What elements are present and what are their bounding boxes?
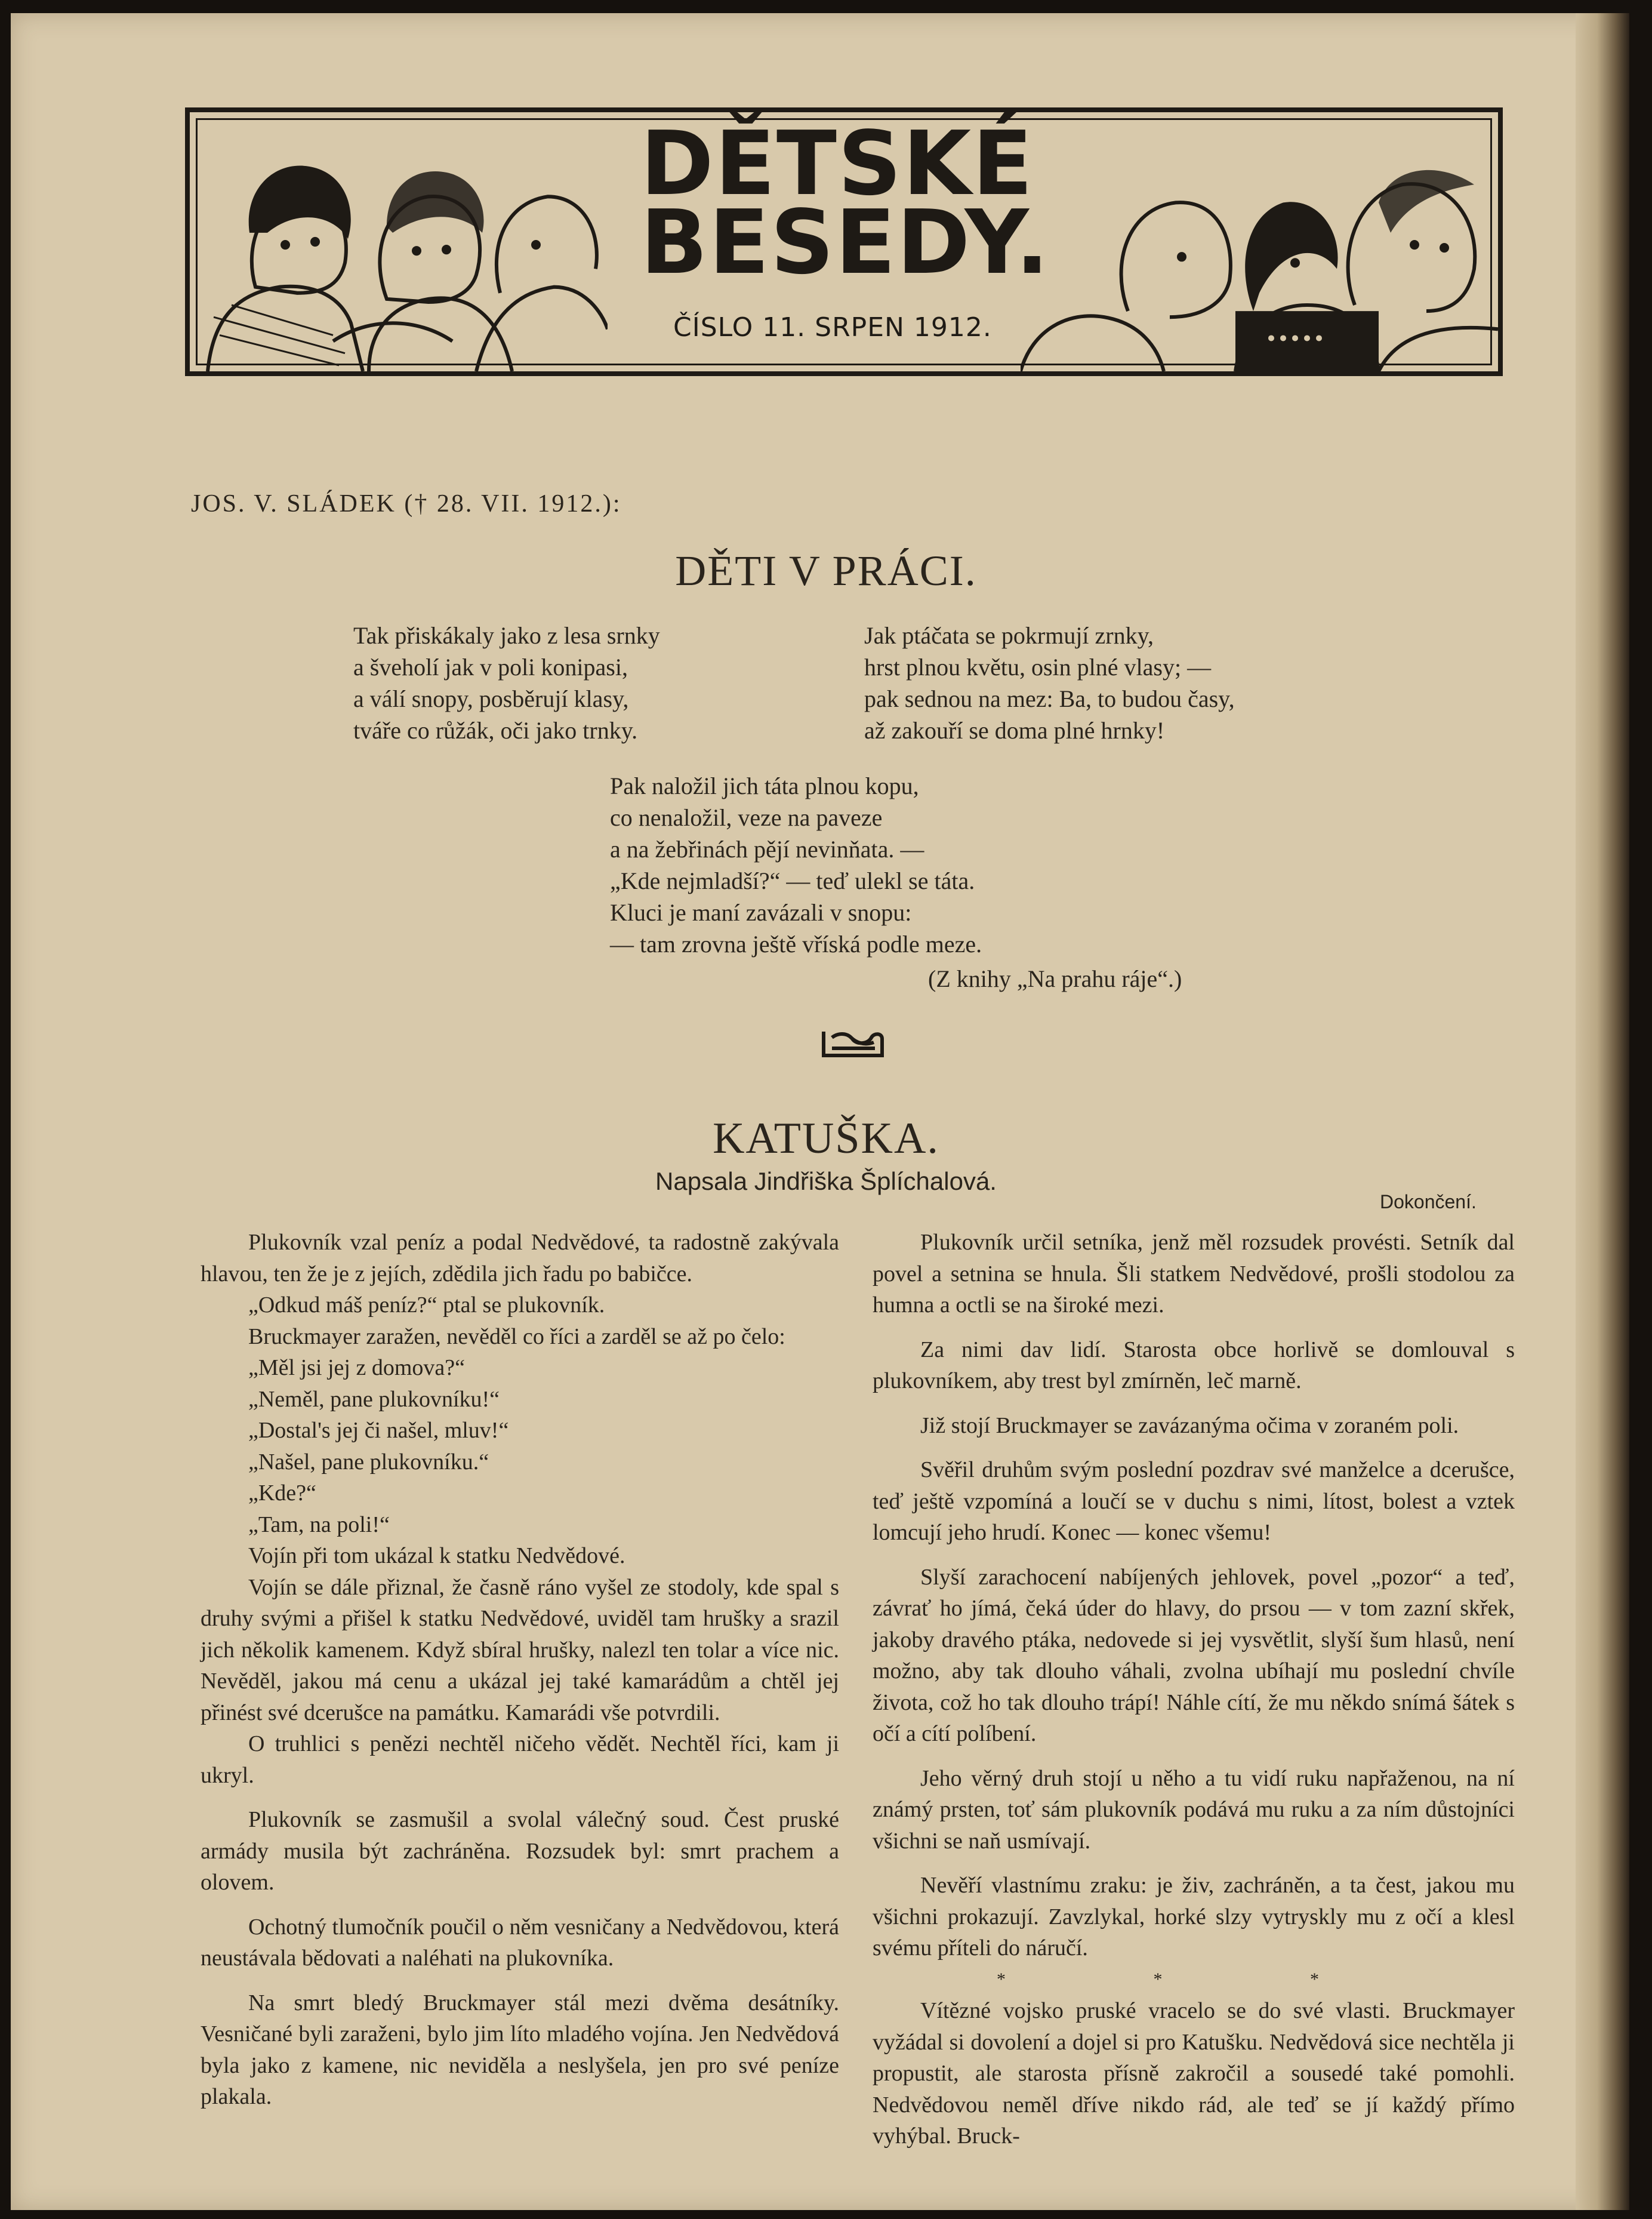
book-spine [1576, 13, 1629, 2210]
paragraph: Vítězné vojsko pruské vracelo se do své vlasti. Bruckmayer vyžádal si dovolení a dojel si pro Katušku. Nedvědová sice nechtěla ji propustit, ale starosta přísně zakročil a sousedé také pomohli. Nedvědovou neměl dříve nikdo rád, ale teď se jí každý přímo vyhýbal. Bruck- [873, 1998, 1515, 2149]
poem-line: — tam zrovna ještě vříská podle meze. [610, 931, 982, 958]
poem-stanza-3 [610, 770, 982, 960]
paragraph: Jeho věrný druh stojí u něho a tu vidí ruku napřaženou, na ní známý prsten, toť sám plukovník podává mu ruku a za ním důstojníci všichni se naň usmívají. [873, 1765, 1515, 1854]
poem-line: pak sednou na mez: Ba, to budou časy, [864, 685, 1235, 712]
paragraph: Za nimi dav lidí. Starosta obce horlivě se domlouval s plukovníkem, aby trest byl zmírněn, leč marně. [873, 1337, 1515, 1393]
poem-line: a na žebřinách pějí nevinňata. — [610, 836, 924, 863]
masthead-children-illustration-right [1021, 112, 1498, 371]
poem-line: „Kde nejmladší?“ — teď ulekl se táta. [610, 867, 975, 894]
poem-line: co nenaložil, veze na paveze [610, 804, 883, 831]
poem-line: tváře co růžák, oči jako trnky. [353, 717, 638, 744]
paragraph: Vojín při tom ukázal k statku Nedvědové. [248, 1543, 625, 1568]
poem-line: Kluci je maní zavázali v snopu: [610, 899, 912, 926]
paragraph: Slyší zarachocení nabíjených jehlovek, povel „pozor“ a teď, závrať ho jímá, čeká úder do hlavy, do prsou — v tom zazní skřek, jakoby dravého ptáka, nedovede si jej vysvětlit, slyší šum hlasů, není možno, aby tak dlouho váhali, zvolna ubíhají mu poslední chvíle života, což ho tak dlouho trápí! Náhle cítí, že mu někdo snímá šátek s očí a cítí políbení. [873, 1564, 1515, 1746]
poem-line: Tak přiskákaly jako z lesa srnky [353, 622, 660, 649]
poem-line: a válí snopy, posběrují klasy, [353, 685, 629, 712]
masthead [185, 107, 1503, 376]
paragraph: „Našel, pane plukovníku.“ [248, 1449, 489, 1475]
poem-line: hrst plnou květu, osin plné vlasy; — [864, 654, 1212, 681]
section-separator: * * * [997, 1969, 1391, 1989]
story-author: Napsala Jindřiška Šplíchalová. [655, 1167, 997, 1195]
paragraph: Ochotný tlumočník poučil o něm vesničany a Nedvědovou, která neustávala bědovati a naléhati na plukovníka. [201, 1914, 839, 1971]
paragraph: „Tam, na poli!“ [248, 1512, 390, 1537]
paragraph: Nevěří vlastnímu zraku: je živ, zachráněn, a ta čest, jakou mu všichni prokazují. Zavzlykal, horké slzy vytryskly mu z očí a klesl svému příteli do náručí. [873, 1873, 1515, 1961]
poem-line: Pak naložil jich táta plnou kopu, [610, 773, 919, 799]
poem-line: Jak ptáčata se pokrmují zrnky, [864, 622, 1154, 649]
poem-title: DĚTI V PRÁCI. [675, 547, 977, 595]
paragraph: „Neměl, pane plukovníku!“ [248, 1386, 500, 1412]
poem-line: až zakouří se doma plné hrnky! [864, 717, 1165, 744]
masthead-children-illustration-left [190, 112, 608, 371]
poem-stanza-1 [353, 620, 660, 746]
paragraph: Plukovník určil setníka, jenž měl rozsudek provésti. Setník dal povel a setnina se hnula. Šli statkem Nedvědové, prošli stodolou za humna a octli se na široké mezi. [873, 1230, 1515, 1318]
paragraph: „Odkud máš peníz?“ ptal se plukovník. [248, 1292, 605, 1318]
masthead-title-line1: DĚTSKÉ [640, 112, 1034, 215]
paragraph: „Měl jsi jej z domova?“ [248, 1355, 465, 1380]
story-title: KATUŠKA. [713, 1114, 939, 1163]
masthead-title-line2: BESEDY. [640, 191, 1050, 294]
issue-info: ČÍSLO 11. SRPEN 1912. [673, 312, 992, 343]
poem-stanza-2 [864, 620, 1235, 746]
story-column-right [873, 1227, 1515, 2152]
paragraph: Svěřil druhům svým poslední pozdrav své manželce a dcerušce, teď ještě vzpomíná a loučí se v duchu s nimi, lítost, bolest a vztek lomcují jeho hrudí. Konec — konec všemu! [873, 1457, 1515, 1545]
paragraph: Plukovník vzal peníz a podal Nedvědové, ta radostně zakývala hlavou, ten že je z jejích, zdědila jich řadu po babičce. [201, 1230, 839, 1287]
paragraph: „Dostal's jej či našel, mluv!“ [248, 1418, 509, 1443]
paragraph: Vojín se dále přiznal, že časně ráno vyšel ze stodoly, kde spal s druhy svými a přišel k statku Nedvědové, uviděl tam hrušky a srazil jich několik kamenem. Když sbíral hrušky, nalezl ten tolar a více nic. Nevěděl, jakou má cenu a ukázal jej také kamarádům a chtěl jej přinést své dcerušce na památku. Kamarádi vše potvrdili. [201, 1574, 839, 1725]
paragraph: Plukovník se zasmušil a svolal válečný soud. Čest pruské armády musila být zachráněna. Rozsudek byl: smrt prachem a olovem. [201, 1807, 839, 1895]
paragraph: Na smrt bledý Bruckmayer stál mezi dvěma desátníky. Vesničané byli zaraženi, bylo jim líto mladého vojína. Jen Nedvědová byla jako z kamene, nic neviděla a neslyšela, jen pro své peníze plakala. [201, 1990, 839, 2109]
story-column-left [201, 1227, 839, 2113]
poem-byline: JOS. V. SLÁDEK († 28. VII. 1912.): [191, 490, 622, 518]
continued-note: Dokončení. [1380, 1191, 1477, 1212]
poem-source: (Z knihy „Na prahu ráje“.) [928, 965, 1182, 992]
paragraph: O truhlici s penězi nechtěl ničeho vědět. Nechtěl říci, kam ji ukryl. [201, 1731, 839, 1788]
poem-line: a šveholí jak v poli konipasi, [353, 654, 628, 681]
paragraph: Bruckmayer zaražen, nevěděl co říci a zarděl se až po čelo: [248, 1324, 785, 1349]
paragraph: „Kde?“ [248, 1481, 316, 1506]
paragraph: Již stojí Bruckmayer se zavázanýma očima v zoraném poli. [920, 1412, 1459, 1438]
ornament-divider-icon [820, 1028, 886, 1061]
